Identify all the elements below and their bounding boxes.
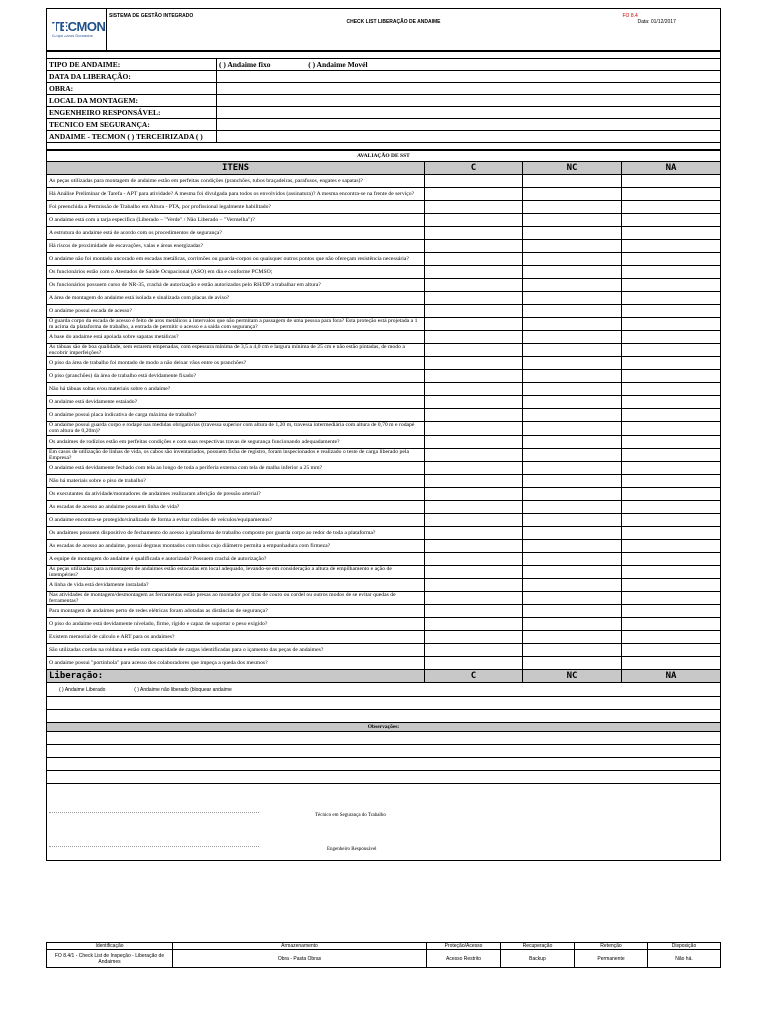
liberacao-na-header: NA xyxy=(622,670,721,683)
checklist-na-cell[interactable] xyxy=(622,396,721,409)
checklist-c-cell[interactable] xyxy=(425,500,523,513)
checklist-item-text: O andaime está devidamente fechado com tela ao longo de toda a periferia externa com tela de malha inferior a 25 mm? xyxy=(47,461,425,474)
doc-date: Data: 01/12/2017 xyxy=(637,19,676,25)
checklist-c-cell[interactable] xyxy=(425,214,523,227)
checklist-nc-cell[interactable] xyxy=(523,253,622,266)
engenheiro-signature-label: Engenheiro Responsável xyxy=(327,847,377,853)
footer-header-cell: Identificação xyxy=(47,943,173,950)
observacoes-line[interactable] xyxy=(47,758,721,771)
checklist-nc-cell[interactable] xyxy=(523,201,622,214)
checklist-na-cell[interactable] xyxy=(622,539,721,552)
checklist-item-text: O andaime possui escada de acesso? xyxy=(47,305,425,318)
checklist-row xyxy=(47,318,721,331)
checklist-item-text: A estrutura do andaime está de acordo com os procedimentos de segurança? xyxy=(47,227,425,240)
checklist-nc-cell[interactable] xyxy=(523,644,622,657)
footer-header-cell: Proteção/Acesso xyxy=(427,943,501,950)
checklist-item-text: Não há materiais sobre o piso de trabalho? xyxy=(47,474,425,487)
tipo-andaime-options[interactable] xyxy=(217,59,721,71)
checklist-item-text: O piso da área de trabalho foi montado de modo a não deixar vãos entre os pranchões? xyxy=(47,357,425,370)
checklist-c-cell[interactable] xyxy=(425,383,523,396)
checklist-nc-cell[interactable] xyxy=(523,605,622,618)
checklist-nc-cell[interactable] xyxy=(523,565,622,578)
liberacao-blank-row[interactable] xyxy=(47,697,721,710)
checklist-item-text: O guarda corpo da escada de acesso é feito de aros metálicos a intervalos que não permitam a passagem de uma pessoa para fora? Esta proteção está projetada a 1 m acima da plataforma de trabalho, a entrada de permitir o acesso e a saída com segurança? xyxy=(47,318,425,331)
checklist-na-cell[interactable] xyxy=(622,409,721,422)
checklist-row xyxy=(47,461,721,474)
checklist-item-text: Os andaimes de rodízios estão em perfeitas condições e com suas respectivas travas de segurança funcionando adequadamente? xyxy=(47,435,425,448)
checklist-item-text: A área de montagem do andaime está isolada e sinalizada com placas de aviso? xyxy=(47,292,425,305)
document-control-footer xyxy=(46,942,720,968)
checklist-item-text: Foi preenchida a Permissão de Trabalho em Altura - PTA, por profissional legalmente habilitado? xyxy=(47,201,425,214)
checklist-row xyxy=(47,214,721,227)
checklist-c-cell[interactable] xyxy=(425,266,523,279)
checklist-c-cell[interactable] xyxy=(425,631,523,644)
checklist-item-text: São utilizadas cordas na roldana e estão com capacidade de cargas identificadas para o içamento das peças de andaimes? xyxy=(47,644,425,657)
checklist-na-cell[interactable] xyxy=(622,357,721,370)
checklist-c-cell[interactable] xyxy=(425,357,523,370)
checklist-nc-cell[interactable] xyxy=(523,370,622,383)
liberacao-nc-header: NC xyxy=(523,670,622,683)
checklist-na-cell[interactable] xyxy=(622,644,721,657)
checklist-item-text: O andaime possui placa indicativa de carga máxima de trabalho? xyxy=(47,409,425,422)
checklist-item-text: O andaime está com a tarja específica (Liberado – "Verde" / Não Liberado – "Vermelha")? xyxy=(47,214,425,227)
checklist-item-text: Existem memorial de cálculo e ART para os andaimes? xyxy=(47,631,425,644)
checklist-row xyxy=(47,578,721,591)
checklist-na-cell[interactable] xyxy=(622,448,721,461)
checklist-nc-cell[interactable] xyxy=(523,396,622,409)
footer-value-cell: Obra - Pasta Obras xyxy=(173,950,427,968)
checklist-c-cell[interactable] xyxy=(425,605,523,618)
checklist-c-cell[interactable] xyxy=(425,618,523,631)
footer-header-cell: Disposição xyxy=(648,943,721,950)
col-nc-header: NC xyxy=(523,162,622,175)
checklist-row xyxy=(47,513,721,526)
checklist-item-text: O piso do andaime está devidamente nivelado, firme, rígido e capaz de suportar o peso exigido? xyxy=(47,618,425,631)
checklist-na-cell[interactable] xyxy=(622,513,721,526)
checklist-item-text: O andaime possui "portinhola" para acesso dos colaboradores que impeça a queda dos mesmos? xyxy=(47,657,425,670)
checklist-row xyxy=(47,422,721,435)
checklist-row xyxy=(47,383,721,396)
checklist-na-cell[interactable] xyxy=(622,331,721,344)
checklist-row xyxy=(47,175,721,188)
checklist-row xyxy=(47,396,721,409)
header-table xyxy=(46,8,721,51)
checklist-item-text: O andaime está devidamente estaiado? xyxy=(47,396,425,409)
checklist-row xyxy=(47,253,721,266)
liberado-option[interactable]: ( ) Andaime Liberado xyxy=(59,686,106,693)
footer-header-cell: Retenção xyxy=(575,943,648,950)
checklist-row xyxy=(47,657,721,670)
company-name: TECMON xyxy=(52,19,106,34)
section-title: AVALIAÇÃO DE SST xyxy=(47,151,721,162)
checklist-item-text: O andaime encontra-se protegido/sinalizado de forma a evitar colisões de veículos/equipamentos? xyxy=(47,513,425,526)
observacoes-line[interactable] xyxy=(47,732,721,745)
checklist-nc-cell[interactable] xyxy=(523,526,622,539)
checklist-na-cell[interactable] xyxy=(622,227,721,240)
checklist-nc-cell[interactable] xyxy=(523,357,622,370)
checklist-nc-cell[interactable] xyxy=(523,591,622,604)
checklist-row xyxy=(47,487,721,500)
checklist-nc-cell[interactable] xyxy=(523,474,622,487)
footer-header-row xyxy=(47,943,721,950)
checklist-item-text: Há riscos de proximidade de escavações, valas e áreas energizadas? xyxy=(47,240,425,253)
checklist-na-cell[interactable] xyxy=(622,318,721,331)
checklist-na-cell[interactable] xyxy=(622,461,721,474)
checklist-row xyxy=(47,435,721,448)
checklist-c-cell[interactable] xyxy=(425,591,523,604)
checklist-c-cell[interactable] xyxy=(425,396,523,409)
checklist-na-cell[interactable] xyxy=(622,279,721,292)
checklist-c-cell[interactable] xyxy=(425,227,523,240)
company-subtitle: Grupo Arcos Dourados xyxy=(52,33,93,38)
checklist-row xyxy=(47,188,721,201)
footer-value-cell: Não há. xyxy=(648,950,721,968)
checklist-na-cell[interactable] xyxy=(622,552,721,565)
andaime-origem-label: ANDAIME - TECMON ( ) TERCEIRIZADA ( ) xyxy=(47,131,217,143)
checklist-na-cell[interactable] xyxy=(622,631,721,644)
checklist-nc-cell[interactable] xyxy=(523,383,622,396)
observacoes-title: Observações: xyxy=(47,723,721,732)
checklist-row xyxy=(47,240,721,253)
checklist-row xyxy=(47,618,721,631)
checklist-c-cell[interactable] xyxy=(425,188,523,201)
checklist-na-cell[interactable] xyxy=(622,188,721,201)
footer-table xyxy=(46,942,721,968)
checklist-item-text: Os funcionários possuem curso de NR-35, crachá de autorização e estão autorizados pelo RH/DP a trabalhar em altura? xyxy=(47,279,425,292)
checklist-row xyxy=(47,266,721,279)
checklist-row xyxy=(47,539,721,552)
andaime-fixo-option[interactable]: ( ) Andaime fixo xyxy=(219,60,271,69)
checklist-nc-cell[interactable] xyxy=(523,305,622,318)
system-name: SISTEMA DE GESTÃO INTEGRADO xyxy=(107,9,257,51)
checklist-row xyxy=(47,409,721,422)
checklist-na-cell[interactable] xyxy=(622,500,721,513)
checklist-item-text: Nas atividades de montagem/desmontagem as ferramentas estão presas ao montador por tiras de couro ou cordel ou outros modos de se evitar quedas de ferramentas? xyxy=(47,591,425,604)
checklist-item-text: As escadas de acesso ao andaime, possui degraus montados com tubos cujo diâmetro permita a empunhadura com firmeza? xyxy=(47,539,425,552)
checklist-row xyxy=(47,292,721,305)
footer-header-cell: Recuperação xyxy=(501,943,575,950)
checklist-nc-cell[interactable] xyxy=(523,422,622,435)
footer-value-cell: Acesso Restrito xyxy=(427,950,501,968)
col-itens-header: ITENS xyxy=(47,162,425,175)
checklist-nc-cell[interactable] xyxy=(523,331,622,344)
footer-value-cell: Backup xyxy=(501,950,575,968)
checklist-row xyxy=(47,344,721,357)
obra-label: OBRA: xyxy=(47,83,217,95)
footer-header-cell: Armazenamento xyxy=(173,943,427,950)
checklist-item-text: O piso (pranchões) da área de trabalho está devidamente fixado? xyxy=(47,370,425,383)
local-montagem-field[interactable] xyxy=(217,95,721,107)
checklist-nc-cell[interactable] xyxy=(523,279,622,292)
checklist-row xyxy=(47,331,721,344)
checklist-c-cell[interactable] xyxy=(425,201,523,214)
checklist-nc-cell[interactable] xyxy=(523,240,622,253)
evaluation-items xyxy=(47,175,721,670)
checklist-row xyxy=(47,591,721,604)
checklist-nc-cell[interactable] xyxy=(523,500,622,513)
checklist-c-cell[interactable] xyxy=(425,644,523,657)
observacoes-line[interactable] xyxy=(47,771,721,784)
evaluation-table xyxy=(46,150,721,861)
checklist-nc-cell[interactable] xyxy=(523,227,622,240)
checklist-row xyxy=(47,526,721,539)
checklist-nc-cell[interactable] xyxy=(523,292,622,305)
footer-value-row xyxy=(47,950,721,968)
checklist-item-text: Os andaimes possuem dispositivo de fechamento do acesso à plataforma de trabalho composto por guarda corpo ao redor de toda a plataforma? xyxy=(47,526,425,539)
checklist-nc-cell[interactable] xyxy=(523,318,622,331)
checklist-c-cell[interactable] xyxy=(425,526,523,539)
checklist-na-cell[interactable] xyxy=(622,422,721,435)
checklist-c-cell[interactable] xyxy=(425,487,523,500)
company-logo xyxy=(49,18,104,42)
checklist-nc-cell[interactable] xyxy=(523,435,622,448)
checklist-item-text: Há Análise Preliminar de Tarefa - APT para atividade? A mesma foi divulgada para todos os envolvidos (assinatura)? A mesma encontra-se na frente de serviço? xyxy=(47,188,425,201)
checklist-row xyxy=(47,644,721,657)
checklist-nc-cell[interactable] xyxy=(523,409,622,422)
observacoes-line[interactable] xyxy=(47,745,721,758)
engenheiro-field[interactable] xyxy=(217,107,721,119)
signature-area xyxy=(47,784,721,861)
checklist-row xyxy=(47,357,721,370)
checklist-na-cell[interactable] xyxy=(622,253,721,266)
checklist-na-cell[interactable] xyxy=(622,578,721,591)
checklist-na-cell[interactable] xyxy=(622,292,721,305)
checklist-na-cell[interactable] xyxy=(622,487,721,500)
obra-field[interactable] xyxy=(217,83,721,95)
checklist-c-cell[interactable] xyxy=(425,175,523,188)
checklist-na-cell[interactable] xyxy=(622,657,721,670)
page-title: CHECK LIST LIBERAÇÃO DE ANDAIME xyxy=(257,9,531,51)
checklist-c-cell[interactable] xyxy=(425,474,523,487)
checklist-na-cell[interactable] xyxy=(622,565,721,578)
checklist-nc-cell[interactable] xyxy=(523,266,622,279)
checklist-item-text: As tábuas são de boa qualidade, sem estarem empenadas, com espessura mínima de 3,5 a 4,0 cm e largura mínima de 25 cm e não estão pintadas, de modo a encobrir imperfeições? xyxy=(47,344,425,357)
checklist-item-text: Para montagem de andaimes perto de redes elétricas foram adotadas as distâncias de segurança? xyxy=(47,605,425,618)
doc-code: FO 8.4 xyxy=(622,13,638,19)
checklist-nc-cell[interactable] xyxy=(523,344,622,357)
checklist-na-cell[interactable] xyxy=(622,474,721,487)
engenheiro-signature-line[interactable] xyxy=(49,846,259,847)
checklist-nc-cell[interactable] xyxy=(523,487,622,500)
col-na-header: NA xyxy=(622,162,721,175)
liberacao-label: Liberação: xyxy=(47,670,425,683)
andaime-origem-field[interactable] xyxy=(217,131,721,143)
checklist-item-text: As peças utilizadas para montagem de andaime estão em perfeitas condições (pranchões, tubos braçadeiras, parafusos, engates e sapatas)? xyxy=(47,175,425,188)
checklist-row xyxy=(47,305,721,318)
checklist-c-cell[interactable] xyxy=(425,448,523,461)
checklist-nc-cell[interactable] xyxy=(523,461,622,474)
logo-cell xyxy=(47,9,107,51)
checklist-c-cell[interactable] xyxy=(425,409,523,422)
checklist-sheet xyxy=(46,8,720,861)
liberacao-options xyxy=(47,683,721,697)
checklist-c-cell[interactable] xyxy=(425,279,523,292)
tecnico-signature-line[interactable] xyxy=(49,812,259,813)
checklist-na-cell[interactable] xyxy=(622,605,721,618)
checklist-c-cell[interactable] xyxy=(425,461,523,474)
checklist-item-text: Em casos de utilização de linhas de vida, os cabos são inventariados, possuem ficha de registro, foram inspecionados e realizado o teste de carga liberado pela Empresa? xyxy=(47,448,425,461)
checklist-na-cell[interactable] xyxy=(622,266,721,279)
checklist-item-text: As escadas de acesso ao andaime possuem linha de vida? xyxy=(47,500,425,513)
engenheiro-label: ENGENHEIRO RESPONSÁVEL: xyxy=(47,107,217,119)
local-montagem-label: LOCAL DA MONTAGEM: xyxy=(47,95,217,107)
checklist-na-cell[interactable] xyxy=(622,305,721,318)
checklist-item-text: O andaime não foi montado ancorado em escadas metálicas, corrimões ou guarda-corpos ou quaisquer outros pontos que não ofereçam resistência necessária? xyxy=(47,253,425,266)
checklist-c-cell[interactable] xyxy=(425,435,523,448)
checklist-row xyxy=(47,279,721,292)
data-liberacao-field[interactable] xyxy=(217,71,721,83)
checklist-na-cell[interactable] xyxy=(622,370,721,383)
checklist-nc-cell[interactable] xyxy=(523,552,622,565)
checklist-na-cell[interactable] xyxy=(622,214,721,227)
checklist-nc-cell[interactable] xyxy=(523,188,622,201)
info-table xyxy=(46,51,721,150)
checklist-row xyxy=(47,227,721,240)
checklist-na-cell[interactable] xyxy=(622,591,721,604)
checklist-c-cell[interactable] xyxy=(425,292,523,305)
andaime-movel-option[interactable]: ( ) Andaime Movél xyxy=(308,60,368,69)
tecnico-label: TECNICO EM SEGURANÇA: xyxy=(47,119,217,131)
checklist-c-cell[interactable] xyxy=(425,331,523,344)
checklist-item-text: As peças utilizadas para a montagem de andaimes estão estocadas em local adequado, levando-se em consideração a altura de empilhamento e ação de intempéries? xyxy=(47,565,425,578)
checklist-item-text: A base do andaime está apoiada sobre sapatas metálicas? xyxy=(47,331,425,344)
tecnico-signature-label: Técnico em Segurança do Trabalho xyxy=(315,813,386,819)
footer-value-cell: FO 8.4/1 - Check List de Inspeção - Liberação de Andaimes xyxy=(47,950,173,968)
checklist-na-cell[interactable] xyxy=(622,201,721,214)
checklist-row xyxy=(47,631,721,644)
checklist-na-cell[interactable] xyxy=(622,618,721,631)
checklist-c-cell[interactable] xyxy=(425,657,523,670)
checklist-item-text: Os executantes da atividade/montadores de andaimes realizaram aferição de pressão arterial? xyxy=(47,487,425,500)
checklist-na-cell[interactable] xyxy=(622,175,721,188)
tecnico-field[interactable] xyxy=(217,119,721,131)
checklist-item-text: A linha de vida está devidamente instalada? xyxy=(47,578,425,591)
checklist-c-cell[interactable] xyxy=(425,539,523,552)
checklist-item-text: Não há tábuas soltas e/ou materiais sobre o andaime? xyxy=(47,383,425,396)
checklist-row xyxy=(47,474,721,487)
checklist-nc-cell[interactable] xyxy=(523,448,622,461)
checklist-nc-cell[interactable] xyxy=(523,618,622,631)
col-c-header: C xyxy=(425,162,523,175)
checklist-c-cell[interactable] xyxy=(425,565,523,578)
data-liberacao-label: DATA DA LIBERAÇÃO: xyxy=(47,71,217,83)
checklist-item-text: A equipe de montagem do andaime é qualificada e autorizada? Possuem crachá de autorização? xyxy=(47,552,425,565)
checklist-c-cell[interactable] xyxy=(425,370,523,383)
checklist-nc-cell[interactable] xyxy=(523,513,622,526)
liberacao-blank-row[interactable] xyxy=(47,710,721,723)
checklist-nc-cell[interactable] xyxy=(523,539,622,552)
checklist-item-text: Os funcionários estão com o Atestados de Saúde Ocupacional (ASO) em dia e conforme PCMSO; xyxy=(47,266,425,279)
liberacao-c-header: C xyxy=(425,670,523,683)
footer-value-cell: Permanente xyxy=(575,950,648,968)
checklist-row xyxy=(47,552,721,565)
checklist-row xyxy=(47,605,721,618)
checklist-na-cell[interactable] xyxy=(622,240,721,253)
checklist-na-cell[interactable] xyxy=(622,344,721,357)
checklist-c-cell[interactable] xyxy=(425,253,523,266)
nao-liberado-option[interactable]: ( ) Andaime não liberado (bloquear andaime xyxy=(134,686,232,693)
checklist-c-cell[interactable] xyxy=(425,305,523,318)
checklist-item-text: O andaime possui guarda corpo e rodapé nas medidas obrigatórias (travessa superior com altura de 1,20 m, travessa intermediária com altura de 0,70 m e rodapé com altura de 0,20m)? xyxy=(47,422,425,435)
checklist-row xyxy=(47,565,721,578)
checklist-c-cell[interactable] xyxy=(425,578,523,591)
doc-meta xyxy=(531,9,721,51)
checklist-c-cell[interactable] xyxy=(425,422,523,435)
checklist-nc-cell[interactable] xyxy=(523,578,622,591)
checklist-row xyxy=(47,201,721,214)
checklist-c-cell[interactable] xyxy=(425,513,523,526)
checklist-row xyxy=(47,370,721,383)
checklist-row xyxy=(47,500,721,513)
checklist-c-cell[interactable] xyxy=(425,552,523,565)
checklist-c-cell[interactable] xyxy=(425,240,523,253)
checklist-na-cell[interactable] xyxy=(622,526,721,539)
checklist-nc-cell[interactable] xyxy=(523,214,622,227)
tipo-andaime-label: TIPO DE ANDAIME: xyxy=(47,59,217,71)
checklist-nc-cell[interactable] xyxy=(523,175,622,188)
checklist-c-cell[interactable] xyxy=(425,318,523,331)
checklist-row xyxy=(47,448,721,461)
checklist-nc-cell[interactable] xyxy=(523,631,622,644)
checklist-na-cell[interactable] xyxy=(622,435,721,448)
checklist-c-cell[interactable] xyxy=(425,344,523,357)
checklist-nc-cell[interactable] xyxy=(523,657,622,670)
checklist-na-cell[interactable] xyxy=(622,383,721,396)
